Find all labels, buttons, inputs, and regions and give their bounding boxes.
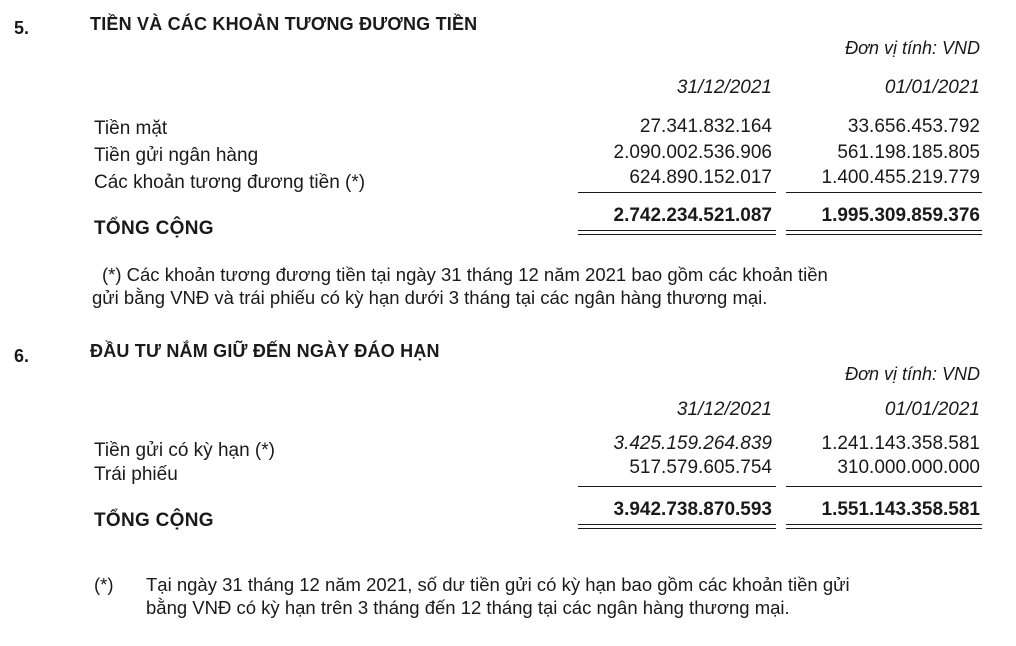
section-6-col2-header: 01/01/2021 (884, 399, 980, 420)
section-5-title: TIỀN VÀ CÁC KHOẢN TƯƠNG ĐƯƠNG TIỀN (90, 14, 478, 34)
section-5-total-value-2021: 2.742.234.521.087 (613, 205, 772, 226)
section-6-unit: Đơn vị tính: VND (845, 364, 980, 384)
section-5-note-line-2: gửi bằng VNĐ và trái phiếu có kỳ hạn dưới 3 tháng tại các ngân hàng thương mại. (92, 287, 768, 308)
section-5-subtotal-rule-col2 (786, 192, 982, 193)
section-6-total-value-2020: 1.551.143.358.581 (821, 499, 980, 520)
section-5-row-value-2020: 561.198.185.805 (837, 142, 980, 163)
section-5-col2-header: 01/01/2021 (884, 77, 980, 98)
section-6-row-value-2021: 517.579.605.754 (629, 457, 772, 478)
section-5-subtotal-rule-col1 (578, 192, 776, 193)
section-6-row-label: Trái phiếu (94, 464, 178, 485)
section-5-total-label: TỔNG CỘNG (94, 218, 214, 239)
section-5-note-line-1: (*) Các khoản tương đương tiền tại ngày 31 tháng 12 năm 2021 bao gồm các khoản tiền (102, 264, 828, 285)
section-6-row-value-2020: 310.000.000.000 (837, 457, 980, 478)
section-6-row-value-2020: 1.241.143.358.581 (821, 433, 980, 454)
section-6-col1-header: 31/12/2021 (676, 399, 772, 420)
section-6-note-marker: (*) (94, 574, 114, 595)
section-5-row-label: Tiền gửi ngân hàng (94, 145, 259, 166)
section-5-row-value-2020: 33.656.453.792 (847, 116, 980, 137)
section-6-subtotal-rule-col1 (578, 486, 776, 487)
section-6-note-line-1: Tại ngày 31 tháng 12 năm 2021, số dư tiền gửi có kỳ hạn bao gồm các khoản tiền gửi (146, 574, 850, 595)
section-5-total-double-rule-col1 (578, 230, 776, 235)
section-5-unit: Đơn vị tính: VND (845, 38, 980, 58)
section-6-total-label: TỔNG CỘNG (94, 510, 214, 531)
section-6-row-label: Tiền gửi có kỳ hạn (*) (94, 440, 275, 461)
section-6-number: 6. (14, 346, 30, 366)
section-6-total-double-rule-col1 (578, 524, 776, 529)
section-5-row-label: Các khoản tương đương tiền (*) (94, 172, 366, 193)
section-5-total-double-rule-col2 (786, 230, 982, 235)
section-6-row-value-2021: 3.425.159.264.839 (613, 433, 772, 454)
section-5-row-label: Tiền mặt (94, 118, 168, 139)
section-5-row-value-2021: 2.090.002.536.906 (613, 142, 772, 163)
section-6-total-double-rule-col2 (786, 524, 982, 529)
section-6-note-line-2: bằng VNĐ có kỳ hạn trên 3 tháng đến 12 tháng tại các ngân hàng thương mại. (146, 597, 790, 618)
section-5-total-value-2020: 1.995.309.859.376 (821, 205, 980, 226)
section-6-subtotal-rule-col2 (786, 486, 982, 487)
section-6-title: ĐẦU TƯ NẮM GIỮ ĐẾN NGÀY ĐÁO HẠN (90, 341, 440, 361)
section-5-row-value-2021: 624.890.152.017 (629, 167, 772, 188)
section-5-number: 5. (14, 18, 30, 38)
section-5-row-value-2021: 27.341.832.164 (639, 116, 772, 137)
section-6-total-value-2021: 3.942.738.870.593 (613, 499, 772, 520)
section-5-row-value-2020: 1.400.455.219.779 (821, 167, 980, 188)
section-5-col1-header: 31/12/2021 (676, 77, 772, 98)
